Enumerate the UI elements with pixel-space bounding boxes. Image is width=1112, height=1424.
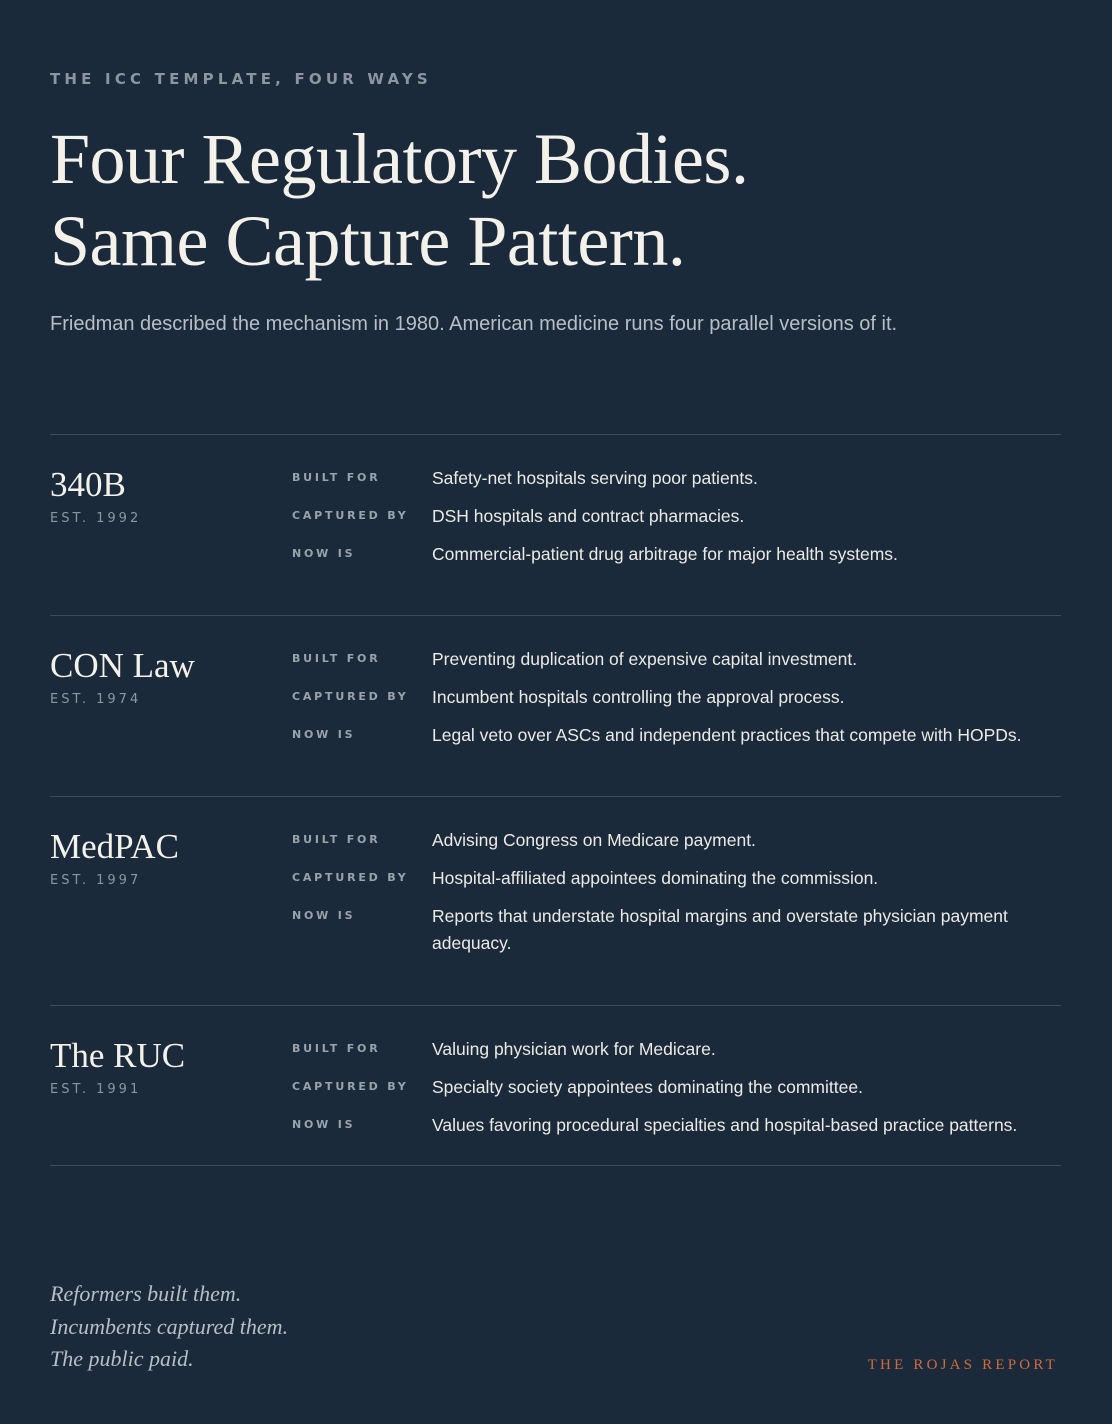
body-fields: [292, 825, 1062, 966]
page-title: [50, 118, 1060, 282]
field-captured-by: [292, 1072, 1062, 1110]
regulatory-bodies-list: [50, 434, 1061, 1166]
field-value: Hospital-affiliated appointees dominating the commission.: [432, 868, 879, 888]
body-fields: [292, 463, 1062, 577]
field-value: Preventing duplication of expensive capital investment.: [432, 649, 858, 669]
field-label: CAPTURED BY: [292, 690, 409, 703]
page-title-line-2: Same Capture Pattern.: [50, 201, 686, 281]
body-name: 340B: [50, 465, 126, 504]
field-now-is: [292, 901, 1062, 966]
field-value: DSH hospitals and contract pharmacies.: [432, 506, 745, 526]
field-value: Values favoring procedural specialties and hospital-based practice patterns.: [432, 1115, 1018, 1135]
field-label: NOW IS: [292, 1118, 356, 1131]
field-label: CAPTURED BY: [292, 509, 409, 522]
body-fields: [292, 1034, 1062, 1148]
field-value: Commercial-patient drug arbitrage for major health systems.: [432, 544, 898, 564]
body-fields: [292, 644, 1062, 758]
page-title-line-1: Four Regulatory Bodies.: [50, 119, 749, 199]
footer-quote-line: The public paid.: [50, 1346, 194, 1371]
field-value: Safety-net hospitals serving poor patients.: [432, 468, 758, 488]
body-row-340b: [50, 434, 1061, 615]
field-built-for: [292, 1034, 1062, 1072]
field-label: BUILT FOR: [292, 471, 381, 484]
body-name: MedPAC: [50, 827, 180, 866]
field-built-for: [292, 463, 1062, 501]
field-value: Reports that understate hospital margins and overstate physician payment adequacy.: [432, 906, 1008, 953]
body-row-medpac: [50, 796, 1061, 1005]
field-built-for: [292, 644, 1062, 682]
field-label: BUILT FOR: [292, 652, 381, 665]
field-built-for: [292, 825, 1062, 863]
field-label: CAPTURED BY: [292, 1080, 409, 1093]
field-now-is: [292, 720, 1062, 758]
footer-quote-line: Reformers built them.: [50, 1281, 242, 1306]
field-value: Specialty society appointees dominating the committee.: [432, 1077, 863, 1097]
footer-quote: [50, 1278, 288, 1376]
footer-quote-line: Incumbents captured them.: [50, 1313, 289, 1339]
field-now-is: [292, 539, 1062, 577]
body-established: EST. 1991: [50, 1082, 142, 1097]
field-value: Advising Congress on Medicare payment.: [432, 830, 756, 850]
field-captured-by: [292, 682, 1062, 720]
body-established: EST. 1997: [50, 873, 142, 888]
field-value: Valuing physician work for Medicare.: [432, 1039, 716, 1059]
field-label: BUILT FOR: [292, 833, 381, 846]
body-name: The RUC: [50, 1036, 186, 1075]
field-label: NOW IS: [292, 547, 356, 560]
body-established: EST. 1974: [50, 692, 142, 707]
field-value: Incumbent hospitals controlling the approval process.: [432, 687, 845, 707]
field-captured-by: [292, 501, 1062, 539]
body-established: EST. 1992: [50, 511, 142, 526]
field-label: NOW IS: [292, 728, 356, 741]
eyebrow: THE ICC TEMPLATE, FOUR WAYS: [50, 70, 432, 88]
body-row-con-law: [50, 615, 1061, 796]
field-label: CAPTURED BY: [292, 871, 409, 884]
body-row-the-ruc: [50, 1005, 1061, 1166]
body-name: CON Law: [50, 646, 195, 685]
field-value: Legal veto over ASCs and independent practices that compete with HOPDs.: [432, 725, 1022, 745]
field-label: NOW IS: [292, 909, 356, 922]
field-now-is: [292, 1110, 1062, 1148]
field-captured-by: [292, 863, 1062, 901]
field-label: BUILT FOR: [292, 1042, 381, 1055]
lede: Friedman described the mechanism in 1980. American medicine runs four parallel versions of it.: [50, 313, 898, 335]
brand-wordmark: THE ROJAS REPORT: [867, 1357, 1058, 1373]
